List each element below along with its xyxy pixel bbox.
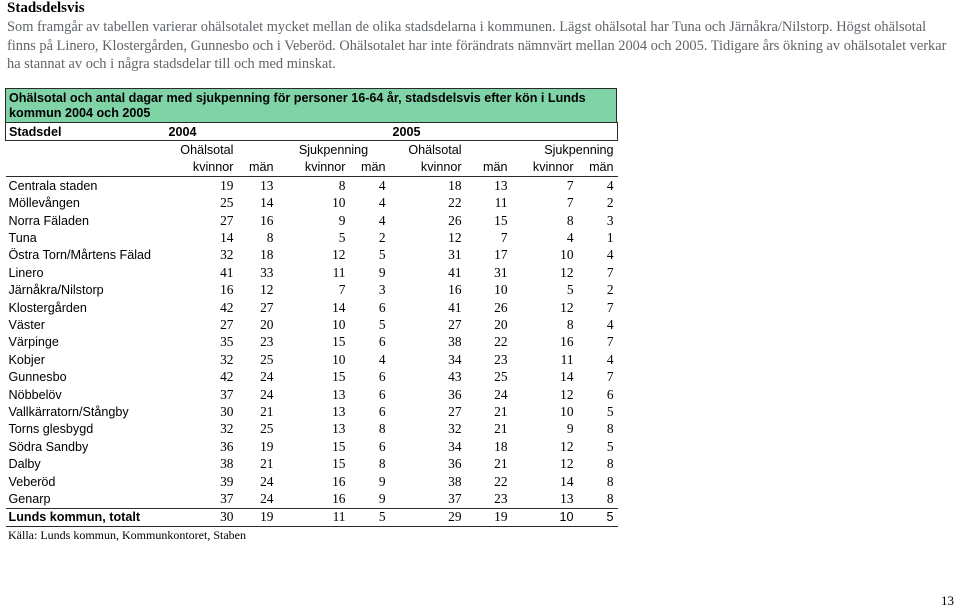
table-cell: 4: [606, 177, 614, 193]
row-label: Linero: [8, 265, 44, 280]
gender-man: män: [238, 159, 278, 177]
table-cell: 14: [260, 195, 274, 211]
health-table: [5, 88, 617, 543]
gender-man: män: [578, 159, 618, 177]
table-cell: 41: [220, 264, 234, 280]
table-cell: 5: [606, 403, 614, 419]
table-cell: 20: [260, 316, 274, 332]
gender-kvinnor: kvinnor: [278, 159, 350, 177]
row-label: Östra Torn/Mårtens Fälad: [8, 248, 152, 263]
table-cell: 27: [220, 316, 234, 332]
table-cell: 8: [606, 421, 614, 437]
table-cell: 10: [560, 403, 574, 419]
row-label: Nöbbelöv: [8, 387, 62, 402]
table-cell: 9: [338, 212, 346, 228]
table-row: [6, 282, 618, 299]
table-cell: 8: [266, 230, 274, 246]
table-cell: 4: [378, 212, 386, 228]
table-cell: 13: [332, 386, 346, 402]
table-row: [6, 351, 618, 368]
table-cell: 12: [332, 247, 346, 263]
gender-kvinnor: kvinnor: [390, 159, 466, 177]
data-table: [5, 122, 618, 527]
table-cell: 34: [448, 438, 462, 454]
table-cell: 7: [606, 264, 614, 280]
table-cell: 13: [332, 403, 346, 419]
table-cell: 4: [566, 230, 574, 246]
total-row: [6, 508, 618, 526]
table-cell: 18: [260, 247, 274, 263]
table-cell: 2: [378, 230, 386, 246]
table-cell: 39: [220, 473, 234, 489]
table-row: [6, 473, 618, 490]
table-cell: 10: [332, 195, 346, 211]
table-cell: 37: [220, 386, 234, 402]
table-cell: 23: [494, 351, 508, 367]
table-cell: 27: [448, 316, 462, 332]
gender-man: män: [350, 159, 390, 177]
table-cell: 11: [332, 264, 346, 280]
table-cell: 27: [220, 212, 234, 228]
table-cell: 17: [494, 247, 508, 263]
table-cell: 16: [332, 473, 346, 489]
table-cell: 2: [606, 282, 614, 298]
table-cell: 6: [378, 403, 386, 419]
table-cell: 31: [494, 264, 508, 280]
gender-kvinnor: kvinnor: [512, 159, 578, 177]
table-cell: 38: [220, 456, 234, 472]
table-cell: 5: [378, 247, 386, 263]
row-label: Möllevången: [8, 196, 80, 211]
table-title: Ohälsotal och antal dagar med sjukpenning för personer 16-64 år, stadsdelsvis efter kön i Lunds kommun 2004 och 2005: [5, 88, 617, 122]
table-cell: 42: [220, 369, 234, 385]
table-cell: 4: [378, 177, 386, 193]
source-note: Källa: Lunds kommun, Kommunkontoret, Staben: [8, 527, 246, 542]
table-row: [6, 368, 618, 385]
table-cell: 13: [560, 490, 574, 506]
table-cell: 2: [606, 195, 614, 211]
table-body: [6, 177, 618, 508]
table-cell: 24: [260, 369, 274, 385]
table-cell: 23: [494, 490, 508, 506]
table-row: [6, 229, 618, 246]
table-cell: 13: [260, 177, 274, 193]
table-cell: 8: [566, 212, 574, 228]
table-cell: 21: [494, 403, 508, 419]
table-cell: 4: [606, 351, 614, 367]
col-stadsdel: Stadsdel: [6, 123, 166, 141]
table-cell: 21: [260, 403, 274, 419]
row-label: Väster: [8, 317, 45, 332]
table-cell: 4: [606, 316, 614, 332]
table-cell: 21: [260, 456, 274, 472]
row-label: Dalby: [8, 457, 41, 472]
table-row: [6, 386, 618, 403]
table-row: [6, 177, 618, 195]
table-cell: 12: [560, 386, 574, 402]
table-cell: 36: [448, 456, 462, 472]
table-cell: 10: [332, 351, 346, 367]
measure-sjukpenning-2004: Sjukpenning: [298, 143, 369, 158]
table-cell: 20: [494, 316, 508, 332]
table-cell: 8: [338, 177, 346, 193]
table-row: [6, 421, 618, 438]
table-cell: 19: [260, 438, 274, 454]
table-cell: 11: [560, 351, 574, 367]
table-cell: 21: [494, 421, 508, 437]
table-cell: 8: [606, 456, 614, 472]
table-row: [6, 316, 618, 333]
table-cell: 5: [350, 508, 390, 526]
table-cell: 42: [220, 299, 234, 315]
table-cell: 26: [494, 299, 508, 315]
table-cell: 33: [260, 264, 274, 280]
table-cell: 18: [448, 177, 462, 193]
table-cell: 9: [378, 490, 386, 506]
gender-kvinnor: kvinnor: [166, 159, 238, 177]
table-cell: 30: [166, 508, 238, 526]
table-cell: 24: [260, 473, 274, 489]
year-2005: 2005: [390, 123, 618, 141]
table-cell: 5: [338, 230, 346, 246]
header-row-gender: [6, 159, 618, 177]
table-cell: 22: [448, 195, 462, 211]
table-cell: 1: [606, 230, 614, 246]
table-cell: 9: [378, 473, 386, 489]
table-row: [6, 490, 618, 508]
table-cell: 5: [566, 282, 574, 298]
row-label: Centrala staden: [8, 178, 98, 193]
table-cell: 7: [606, 299, 614, 315]
table-row: [6, 334, 618, 351]
table-cell: 37: [220, 490, 234, 506]
table-cell: 15: [332, 438, 346, 454]
table-cell: 5: [606, 438, 614, 454]
table-cell: 15: [332, 456, 346, 472]
table-cell: 38: [448, 334, 462, 350]
table-cell: 6: [378, 369, 386, 385]
table-cell: 30: [220, 403, 234, 419]
table-cell: 12: [560, 299, 574, 315]
table-cell: 24: [260, 386, 274, 402]
table-cell: 12: [448, 230, 462, 246]
table-cell: 19: [238, 508, 278, 526]
table-cell: 8: [378, 456, 386, 472]
row-label: Norra Fäladen: [8, 213, 90, 228]
intro-paragraph: Som framgår av tabellen varierar ohälsotalet mycket mellan de olika stadsdelarna i kommunen. Lägst ohälsotal har Tuna och Järnåkra/Nilstorp. Högst ohälsotal finns på Linero, Klostergården, Gunnesbo och i Veberöd. Ohälsotalet har inte förändrats nämnvärt mellan 2004 och 2005. Tidigare års ökning av ohälsotalet verkar ha stannat av och i några stadsdelar till och med minskat.: [7, 19, 947, 72]
table-cell: 25: [260, 351, 274, 367]
table-cell: 6: [378, 299, 386, 315]
table-cell: 7: [338, 282, 346, 298]
table-cell: 12: [560, 264, 574, 280]
table-cell: 7: [606, 334, 614, 350]
table-cell: 13: [494, 177, 508, 193]
row-label: Veberöd: [8, 474, 56, 489]
table-row: [6, 247, 618, 264]
row-label: Järnåkra/Nilstorp: [8, 283, 104, 298]
table-cell: 5: [578, 508, 618, 526]
table-cell: 9: [378, 264, 386, 280]
total-row-label: Lunds kommun, totalt: [6, 508, 166, 526]
table-cell: 37: [448, 490, 462, 506]
table-cell: 31: [448, 247, 462, 263]
table-cell: 41: [448, 299, 462, 315]
table-cell: 36: [220, 438, 234, 454]
table-cell: 16: [448, 282, 462, 298]
table-cell: 27: [260, 299, 274, 315]
row-label: Kobjer: [8, 352, 45, 367]
table-cell: 12: [560, 438, 574, 454]
table-row: [6, 438, 618, 455]
table-cell: 14: [220, 230, 234, 246]
table-cell: 14: [560, 369, 574, 385]
section-heading: Stadsdelsvis: [7, 0, 85, 16]
table-cell: 32: [220, 421, 234, 437]
table-cell: 15: [494, 212, 508, 228]
table-cell: 38: [448, 473, 462, 489]
table-cell: 6: [378, 438, 386, 454]
table-cell: 12: [260, 282, 274, 298]
table-cell: 3: [378, 282, 386, 298]
table-cell: 19: [466, 508, 512, 526]
row-label: Tuna: [8, 231, 37, 246]
table-cell: 25: [260, 421, 274, 437]
row-label: Gunnesbo: [8, 370, 67, 385]
measure-ohalsotal-2005: Ohälsotal: [408, 143, 462, 158]
table-cell: 7: [500, 230, 508, 246]
table-cell: 13: [332, 421, 346, 437]
table-cell: 26: [448, 212, 462, 228]
table-cell: 9: [566, 421, 574, 437]
table-cell: 16: [560, 334, 574, 350]
table-cell: 41: [448, 264, 462, 280]
table-cell: 6: [378, 334, 386, 350]
table-row: [6, 403, 618, 420]
table-cell: 32: [448, 421, 462, 437]
table-cell: 14: [560, 473, 574, 489]
gender-man: män: [466, 159, 512, 177]
table-cell: 6: [378, 386, 386, 402]
row-label: Södra Sandby: [8, 439, 89, 454]
header-row-years: [6, 123, 618, 141]
table-cell: 16: [220, 282, 234, 298]
table-cell: 7: [566, 195, 574, 211]
table-cell: 34: [448, 351, 462, 367]
table-cell: 19: [220, 177, 234, 193]
table-cell: 4: [378, 195, 386, 211]
table-cell: 12: [560, 456, 574, 472]
table-row: [6, 195, 618, 212]
table-cell: 32: [220, 247, 234, 263]
table-cell: 15: [332, 334, 346, 350]
measure-ohalsotal-2004: Ohälsotal: [180, 143, 234, 158]
table-cell: 4: [606, 247, 614, 263]
table-row: [6, 299, 618, 316]
header-row-measures: [6, 141, 618, 159]
table-row: [6, 264, 618, 281]
table-cell: 22: [494, 473, 508, 489]
table-cell: 8: [606, 490, 614, 506]
table-cell: 23: [260, 334, 274, 350]
table-cell: 10: [512, 508, 578, 526]
table-cell: 8: [566, 316, 574, 332]
table-cell: 10: [332, 316, 346, 332]
table-cell: 43: [448, 369, 462, 385]
year-2004: 2004: [166, 123, 390, 141]
table-row: [6, 212, 618, 229]
table-cell: 6: [606, 386, 614, 402]
row-label: Värpinge: [8, 335, 59, 350]
table-cell: 15: [332, 369, 346, 385]
table-cell: 4: [378, 351, 386, 367]
table-cell: 24: [260, 490, 274, 506]
table-cell: 14: [332, 299, 346, 315]
table-cell: 21: [494, 456, 508, 472]
table-cell: 7: [606, 369, 614, 385]
table-cell: 16: [260, 212, 274, 228]
table-cell: 36: [448, 386, 462, 402]
table-cell: 7: [566, 177, 574, 193]
table-cell: 25: [220, 195, 234, 211]
table-cell: 16: [332, 490, 346, 506]
table-cell: 18: [494, 438, 508, 454]
table-cell: 22: [494, 334, 508, 350]
table-cell: 11: [494, 195, 508, 211]
table-cell: 35: [220, 334, 234, 350]
table-cell: 32: [220, 351, 234, 367]
table-cell: 27: [448, 403, 462, 419]
measure-sjukpenning-2005: Sjukpenning: [544, 143, 614, 158]
table-cell: 8: [378, 421, 386, 437]
page-number: 13: [941, 593, 954, 608]
table-cell: 10: [560, 247, 574, 263]
row-label: Genarp: [8, 491, 51, 506]
table-cell: 5: [378, 316, 386, 332]
table-cell: 3: [606, 212, 614, 228]
table-cell: 10: [494, 282, 508, 298]
row-label: Klostergården: [8, 300, 87, 315]
row-label: Torns glesbygd: [8, 422, 94, 437]
table-cell: 25: [494, 369, 508, 385]
table-cell: 8: [606, 473, 614, 489]
table-cell: 11: [278, 508, 350, 526]
table-cell: 29: [390, 508, 466, 526]
table-row: [6, 455, 618, 472]
table-cell: 24: [494, 386, 508, 402]
row-label: Vallkärratorn/Stångby: [8, 404, 129, 419]
